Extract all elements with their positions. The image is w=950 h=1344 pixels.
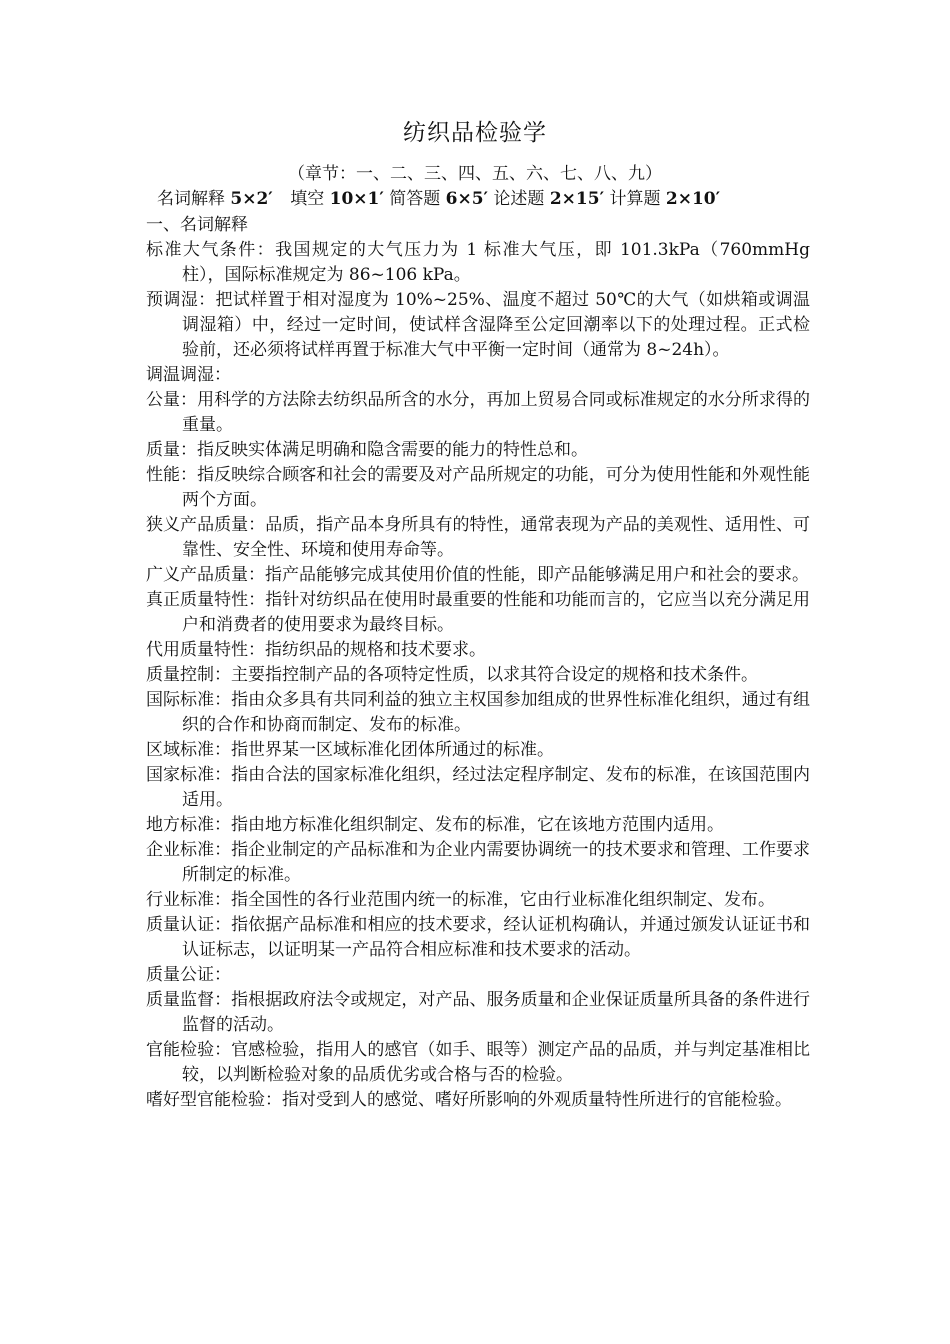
definition-entry <box>146 438 810 463</box>
definition-text: 指由合法的国家标准化组织，经过法定程序制定、发布的标准，在该国范围内适用。 <box>182 765 811 810</box>
definition-entry <box>146 363 810 388</box>
definition-term: 嗜好型官能检验： <box>146 1090 282 1110</box>
score-breakdown <box>157 187 720 211</box>
definition-text: 指反映综合顾客和社会的需要及对产品所规定的功能，可分为使用性能和外观性能两个方面。 <box>182 465 811 510</box>
definition-entry <box>146 888 810 913</box>
definition-term: 官能检验： <box>146 1040 232 1060</box>
score-label: 名词解释 <box>157 189 225 209</box>
definition-term: 质量监督： <box>146 990 232 1010</box>
definition-entry <box>146 388 810 438</box>
definition-term: 国际标准： <box>146 690 232 710</box>
definition-text: 官感检验，指用人的感官（如手、眼等）测定产品的品质，并与判定基准相比较，以判断检验对象的品质优劣或合格与否的检验。 <box>182 1040 811 1085</box>
score-value: 10×1′ <box>329 189 384 209</box>
definition-term: 质量公证： <box>146 965 231 985</box>
definition-entry <box>146 813 810 838</box>
definition-term: 质量控制： <box>146 665 231 685</box>
definition-text: 指全国性的各行业范围内统一的标准，它由行业标准化组织制定、发布。 <box>231 890 775 910</box>
definition-entry <box>146 588 810 638</box>
definition-entry <box>146 1088 810 1113</box>
score-value: 6×5′ <box>445 189 489 209</box>
definition-entry <box>146 513 810 563</box>
definition-entry <box>146 1038 810 1088</box>
definition-entry <box>146 663 810 688</box>
definition-text: 指对受到人的感觉、嗜好所影响的外观质量特性所进行的官能检验。 <box>282 1090 792 1110</box>
definition-text: 主要指控制产品的各项特定性质，以求其符合设定的规格和技术条件。 <box>231 665 758 685</box>
definition-entry <box>146 463 810 513</box>
definition-term: 广义产品质量： <box>146 565 265 585</box>
definition-text: 我国规定的大气压力为 1 标准大气压，即 101.3kPa（760mmHg 柱），国际标准规定为 86~106 kPa。 <box>182 240 811 285</box>
score-label: 计算题 <box>609 189 661 209</box>
definition-term: 真正质量特性： <box>146 590 266 610</box>
definition-text: 品质，指产品本身所具有的特性，通常表现为产品的美观性、适用性、可靠性、安全性、环境和使用寿命等。 <box>182 515 811 560</box>
score-value: 2×10′ <box>665 189 721 209</box>
definition-text: 指依据产品标准和相应的技术要求，经认证机构确认，并通过颁发认证证书和认证标志，以证明某一产品符合相应标准和技术要求的活动。 <box>182 915 811 960</box>
definition-entry <box>146 838 810 888</box>
score-value: 2×15′ <box>549 189 605 209</box>
definition-term: 质量： <box>146 440 197 460</box>
chapter-list: （章节：一、二、三、四、五、六、七、八、九） <box>288 164 662 184</box>
score-label: 简答题 <box>389 189 441 209</box>
definition-text: 指企业制定的产品标准和为企业内需要协调统一的技术要求和管理、工作要求所制定的标准。 <box>182 840 811 885</box>
definition-text: 指针对纺织品在使用时最重要的性能和功能而言的，它应当以充分满足用户和消费者的使用要求为最终目标。 <box>182 590 811 635</box>
definition-list <box>146 238 810 1113</box>
definition-entry <box>146 738 810 763</box>
definition-text: 指由地方标准化组织制定、发布的标准，它在该地方范围内适用。 <box>231 815 724 835</box>
definition-text: 指纺织品的规格和技术要求。 <box>265 640 486 660</box>
definition-text: 指世界某一区域标准化团体所通过的标准。 <box>231 740 554 760</box>
definition-text: 指反映实体满足明确和隐含需要的能力的特性总和。 <box>197 440 588 460</box>
document-title: 纺织品检验学 <box>403 120 547 146</box>
definition-text: 指产品能够完成其使用价值的性能，即产品能够满足用户和社会的要求。 <box>265 565 809 585</box>
definition-entry <box>146 688 810 738</box>
score-value: 5×2′ <box>230 189 273 209</box>
definition-entry <box>146 638 810 663</box>
definition-text: 指根据政府法令或规定，对产品、服务质量和企业保证质量所具备的条件进行监督的活动。 <box>182 990 811 1035</box>
definition-entry <box>146 563 810 588</box>
definition-term: 标准大气条件： <box>146 240 276 260</box>
definition-entry <box>146 963 810 988</box>
definition-entry <box>146 763 810 813</box>
section-heading: 一、名词解释 <box>146 215 248 235</box>
definition-term: 公量： <box>146 390 198 410</box>
definition-term: 行业标准： <box>146 890 231 910</box>
definition-entry <box>146 288 810 363</box>
definition-term: 性能： <box>146 465 198 485</box>
definition-term: 企业标准： <box>146 840 232 860</box>
definition-entry <box>146 238 810 288</box>
definition-term: 代用质量特性： <box>146 640 265 660</box>
definition-term: 国家标准： <box>146 765 232 785</box>
definition-text: 把试样置于相对湿度为 10%~25%、温度不超过 50℃的大气（如烘箱或调温调湿箱）中，经过一定时间，使试样含湿降至公定回潮率以下的处理过程。正式检验前，还必须将试样再置于标准大气中平衡一定时间（通常为 8~24h）。 <box>182 290 810 360</box>
definition-entry <box>146 913 810 963</box>
definition-term: 区域标准： <box>146 740 231 760</box>
definition-term: 调温调湿： <box>146 365 231 385</box>
definition-text: 指由众多具有共同利益的独立主权国参加组成的世界性标准化组织，通过有组织的合作和协商而制定、发布的标准。 <box>182 690 811 735</box>
definition-term: 预调湿： <box>146 290 216 310</box>
score-label: 填空 <box>290 189 325 209</box>
definition-entry <box>146 988 810 1038</box>
definition-text: 用科学的方法除去纺织品所含的水分，再加上贸易合同或标准规定的水分所求得的重量。 <box>182 390 811 435</box>
definition-term: 地方标准： <box>146 815 231 835</box>
definition-term: 狭义产品质量： <box>146 515 266 535</box>
score-label: 论述题 <box>493 189 545 209</box>
definition-term: 质量认证： <box>146 915 232 935</box>
